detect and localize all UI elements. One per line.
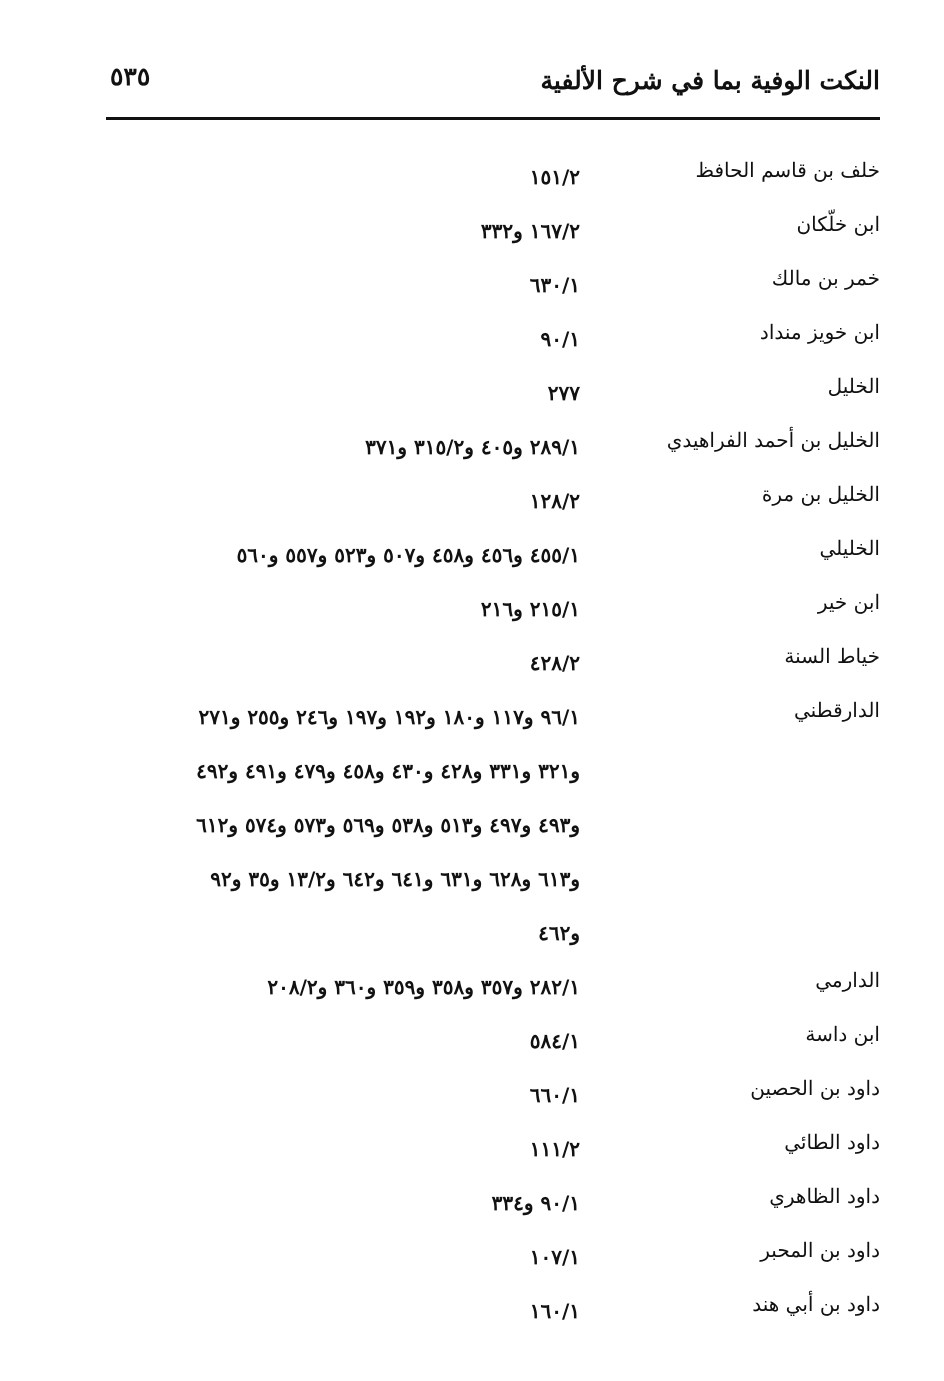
entry-name: الدارقطني bbox=[793, 698, 880, 722]
reference-line: ٦٣٠/١ bbox=[529, 273, 580, 297]
reference-line: و٦١٣ و٦٢٨ و٦٣١ و٦٤١ و٦٤٢ و١٣/٢ و٣٥ و٩٢ bbox=[210, 867, 580, 891]
entry-name: الخليل بن مرة bbox=[761, 482, 880, 506]
entry-name: ابن داسة bbox=[805, 1022, 880, 1046]
entry-references bbox=[100, 636, 580, 690]
entry-name: خمر بن مالك bbox=[771, 266, 880, 290]
entry-references bbox=[100, 312, 580, 366]
entry-references bbox=[100, 1230, 580, 1284]
entry-references bbox=[100, 582, 580, 636]
reference-line: ١٢٨/٢ bbox=[529, 489, 580, 513]
entry-references bbox=[100, 204, 580, 258]
reference-line: ٢٨٩/١ و٤٠٥ و٣١٥/٢ و٣٧١ bbox=[365, 435, 580, 459]
entry-references bbox=[100, 1122, 580, 1176]
reference-line: ٩٠/١ bbox=[540, 327, 580, 351]
index-entries bbox=[100, 0, 880, 1381]
entry-references bbox=[100, 366, 580, 420]
entry-references bbox=[100, 420, 580, 474]
entry-name: داود بن المحبر bbox=[760, 1238, 880, 1262]
reference-line: ١٦٠/١ bbox=[529, 1299, 580, 1323]
reference-line: و٤٩٣ و٤٩٧ و٥١٣ و٥٣٨ و٥٦٩ و٥٧٣ و٥٧٤ و٦١٢ bbox=[196, 813, 580, 837]
entry-name: ابن خويز منداد bbox=[759, 320, 880, 344]
reference-line: ١٠٧/١ bbox=[529, 1245, 580, 1269]
entry-references bbox=[100, 1068, 580, 1122]
entry-name: ابن خير bbox=[817, 590, 880, 614]
page-number: ٥٣٥ bbox=[110, 62, 151, 91]
entry-references bbox=[100, 150, 580, 204]
entry-references bbox=[100, 1284, 580, 1338]
entry-references bbox=[100, 474, 580, 528]
entry-references bbox=[100, 690, 880, 960]
reference-line: ٦٦٠/١ bbox=[529, 1083, 580, 1107]
reference-line: ٥٨٤/١ bbox=[529, 1029, 580, 1053]
reference-line: ٩٦/١ و١١٧ و١٨٠ و١٩٢ و١٩٧ و٢٤٦ و٢٥٥ و٢٧١ bbox=[198, 705, 580, 729]
entry-name: داود الظاهري bbox=[769, 1184, 880, 1208]
entry-name: الخليلي bbox=[819, 536, 880, 560]
entry-name: ابن خلّكان bbox=[796, 212, 880, 236]
entry-name: الخليل bbox=[827, 374, 880, 398]
reference-line: ٢٧٧ bbox=[547, 381, 580, 405]
reference-line: و٤٦٢ bbox=[538, 921, 580, 945]
entry-references bbox=[100, 1176, 580, 1230]
entry-references bbox=[100, 528, 580, 582]
entry-references bbox=[100, 258, 580, 312]
reference-line: ٢٨٢/١ و٣٥٧ و٣٥٨ و٣٥٩ و٣٦٠ و٢٠٨/٢ bbox=[267, 975, 580, 999]
reference-line: ٢١٥/١ و٢١٦ bbox=[480, 597, 580, 621]
running-title: النكت الوفية بما في شرح الألفية bbox=[540, 66, 880, 95]
reference-line: و٣٢١ و٣٣١ و٤٢٨ و٤٣٠ و٤٥٨ و٤٧٩ و٤٩١ و٤٩٢ bbox=[196, 759, 580, 783]
reference-line: ١٥١/٢ bbox=[529, 165, 580, 189]
entry-name: الخليل بن أحمد الفراهيدي bbox=[666, 428, 880, 452]
entry-name: الدارمي bbox=[815, 968, 880, 992]
reference-line: ١٦٧/٢ و٣٣٢ bbox=[480, 219, 580, 243]
entry-references bbox=[100, 960, 580, 1014]
entry-name: خلف بن قاسم الحافظ bbox=[695, 158, 880, 182]
entry-name: داود بن أبي هند bbox=[752, 1292, 880, 1316]
reference-line: ٤٢٨/٢ bbox=[529, 651, 580, 675]
entry-name: خياط السنة bbox=[784, 644, 880, 668]
entry-name: داود الطائي bbox=[784, 1130, 880, 1154]
reference-line: ٩٠/١ و٣٣٤ bbox=[491, 1191, 580, 1215]
reference-line: ١١١/٢ bbox=[529, 1137, 580, 1161]
entry-references bbox=[100, 1014, 580, 1068]
entry-name: داود بن الحصين bbox=[750, 1076, 880, 1100]
reference-line: ٤٥٥/١ و٤٥٦ و٤٥٨ و٥٠٧ و٥٢٣ و٥٥٧ و٥٦٠ bbox=[236, 543, 580, 567]
